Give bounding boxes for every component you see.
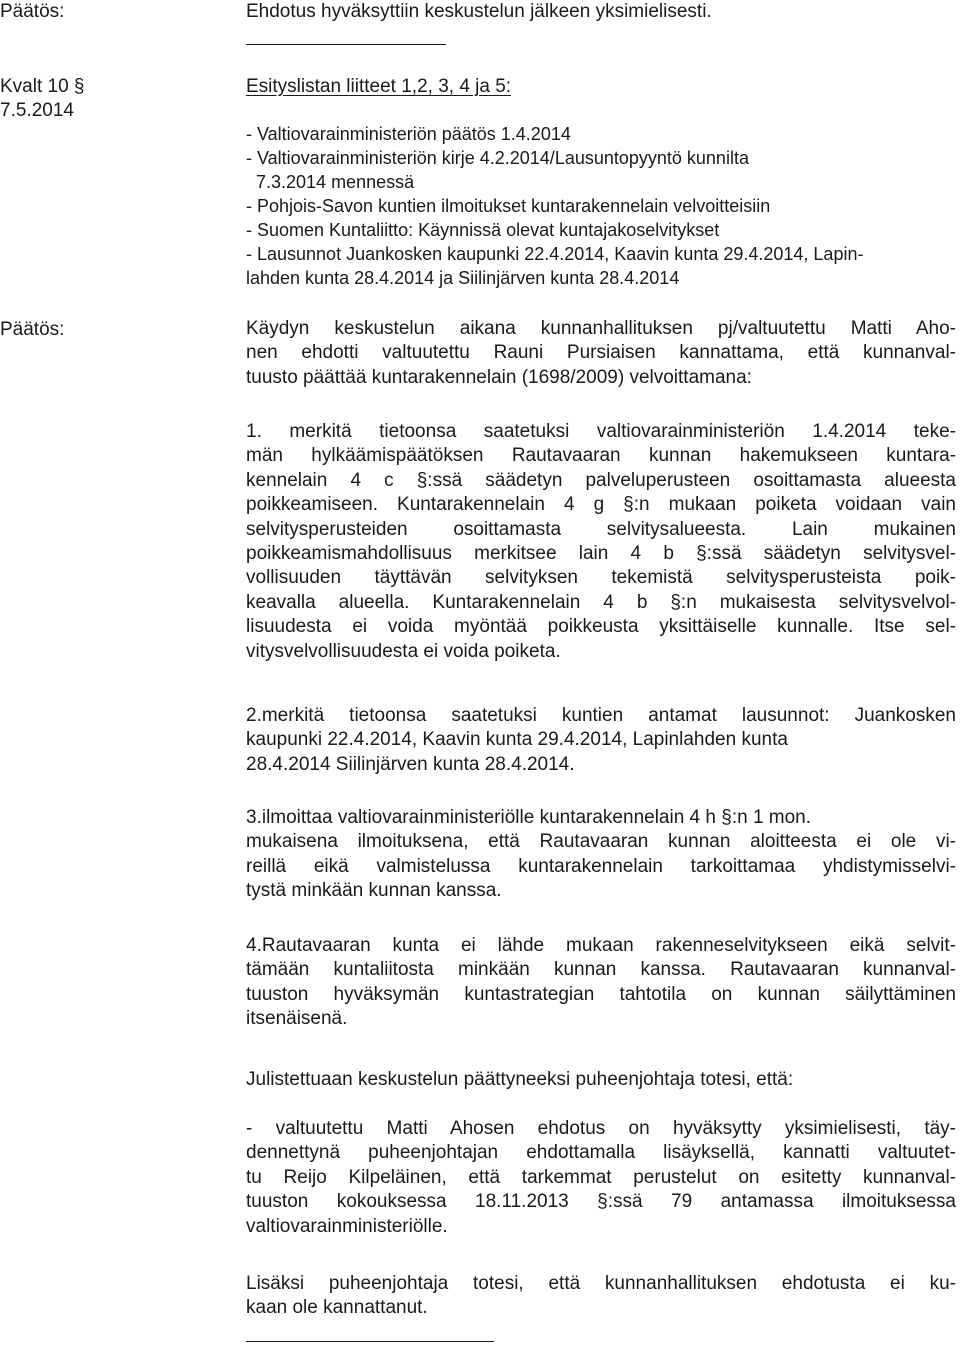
attachment-item: - Valtiovarainministeriön kirje 4.2.2014/Lausuntopyyntö kunnilta xyxy=(246,148,749,168)
decision-text-top: Ehdotus hyväksyttiin keskustelun jälkeen yksimielisesti. xyxy=(246,1,712,22)
text-line: selvitysperusteiden osoittamasta selvitysalueesta. Lain mukainen xyxy=(246,518,956,540)
attachment-item: - Lausunnot Juankosken kaupunki 22.4.2014, Kaavin kunta 29.4.2014, Lapin- xyxy=(246,244,864,264)
text-line: män hylkäämispäätöksen Rautavaaran kunnan hakemukseen kuntara- xyxy=(246,445,956,467)
text-line: 2.merkitä tietoonsa saatetuksi kuntien antamat lausunnot: Juankosken xyxy=(246,705,956,726)
separator-line-top xyxy=(246,44,446,45)
item-title: Esityslistan liitteet 1,2, 3, 4 ja 5: xyxy=(246,76,512,97)
decision-point-2 xyxy=(246,704,956,777)
conclusion-text: Julistettuaan keskustelun päättyneeksi puheenjohtaja totesi, että: xyxy=(246,1069,794,1090)
text-line: 28.4.2014 Siilinjärven kunta 28.4.2014. xyxy=(246,753,575,775)
text-line: vollisuuden täyttävän selvityksen tekemistä selvitysperusteista poik- xyxy=(246,567,956,589)
attachment-item: lahden kunta 28.4.2014 ja Siilinjärven kunta 28.4.2014 xyxy=(246,268,680,288)
text-line: 4.Rautavaaran kunta ei lähde mukaan rakenneselvitykseen eikä selvit- xyxy=(246,935,956,956)
text-line: nen ehdotti valtuutettu Rauni Pursiaisen kannattama, että kunnanval- xyxy=(246,342,956,364)
item-number: Kvalt 10 § xyxy=(0,76,85,97)
decision-label-top: Päätös: xyxy=(0,1,65,22)
decision-point-3 xyxy=(246,806,956,904)
text-line: - valtuutettu Matti Ahosen ehdotus on hyväksytty yksimielisesti, täy- xyxy=(246,1118,956,1139)
text-line: kaan ole kannattanut. xyxy=(246,1297,428,1319)
final-statement xyxy=(246,1272,956,1321)
text-line: tystä minkään kunnan kanssa. xyxy=(246,880,502,902)
text-line: tämään kuntaliitosta minkään kunnan kanssa. Rautavaaran kunnanval- xyxy=(246,959,956,981)
decision-label: Päätös: xyxy=(0,319,65,340)
meeting-date: 7.5.2014 xyxy=(0,100,74,121)
attachment-item: 7.3.2014 mennessä xyxy=(256,172,415,192)
text-line: Käydyn keskustelun aikana kunnanhallituksen pj/valtuutettu Matti Aho- xyxy=(246,318,956,339)
text-line: vitysvelvollisuudesta ei voida poiketa. xyxy=(246,640,561,662)
conclusion-item xyxy=(246,1117,956,1239)
attachment-item: - Suomen Kuntaliitto: Käynnissä olevat kuntajakoselvitykset xyxy=(246,220,720,240)
text-line: mukaisena ilmoituksena, että Rautavaaran kunnan aloitteesta ei ole vi- xyxy=(246,831,956,853)
text-line: tuusto päättää kuntarakennelain (1698/2009) velvoittamana: xyxy=(246,366,752,388)
text-line: reillä eikä valmistelussa kuntarakennelain tarkoittamaa yhdistymisselvi- xyxy=(246,855,956,877)
text-line: tuuston hyväksymän kuntastrategian tahtotila on kunnan säilyttäminen xyxy=(246,983,956,1005)
text-line: 1. merkitä tietoonsa saatetuksi valtiovarainministeriön 1.4.2014 teke- xyxy=(246,421,956,442)
text-line: keavalla alueella. Kuntarakennelain 4 b §:n mukaisesta selvitysvelvol- xyxy=(246,591,956,613)
decision-point-4 xyxy=(246,934,956,1032)
text-line: kaupunki 22.4.2014, Kaavin kunta 29.4.2014, Lapinlahden kunta xyxy=(246,729,788,751)
attachment-item: - Valtiovarainministeriön päätös 1.4.2014 xyxy=(246,124,571,144)
text-line: valtiovarainministeriölle. xyxy=(246,1215,448,1237)
attachment-item: - Pohjois-Savon kuntien ilmoitukset kuntarakennelain velvoitteisiin xyxy=(246,196,771,216)
text-line: tuuston kokouksessa 18.11.2013 §:ssä 79 antamassa ilmoituksessa xyxy=(246,1191,956,1213)
text-line: Lisäksi puheenjohtaja totesi, että kunnanhallituksen ehdotusta ei ku- xyxy=(246,1273,956,1294)
text-line: itsenäisenä. xyxy=(246,1008,348,1030)
text-line: dennettynä puheenjohtajan ehdottamalla lisäyksellä, kannatti valtuutet- xyxy=(246,1142,956,1164)
separator-line-bottom xyxy=(246,1341,494,1342)
decision-intro xyxy=(246,317,956,390)
text-line: kennelain 4 c §:ssä säädetyn palveluperusteen osoittamasta alueesta xyxy=(246,469,956,491)
text-line: tu Reijo Kilpeläinen, että tarkemmat perustelut on esitetty kunnanval- xyxy=(246,1166,956,1188)
text-line: 3.ilmoittaa valtiovarainministeriölle kuntarakennelain 4 h §:n 1 mon. xyxy=(246,807,812,828)
text-line: poikkeamismahdollisuus merkitsee lain 4 b §:ssä säädetyn selvitysvel- xyxy=(246,543,956,565)
decision-point-1 xyxy=(246,420,956,664)
text-line: lisuudesta ei voida myöntää poikkeusta yksittäiselle kunnalle. Itse sel- xyxy=(246,616,956,638)
text-line: poikkeamiseen. Kuntarakennelain 4 g §:n mukaan poiketa voidaan vain xyxy=(246,494,956,516)
